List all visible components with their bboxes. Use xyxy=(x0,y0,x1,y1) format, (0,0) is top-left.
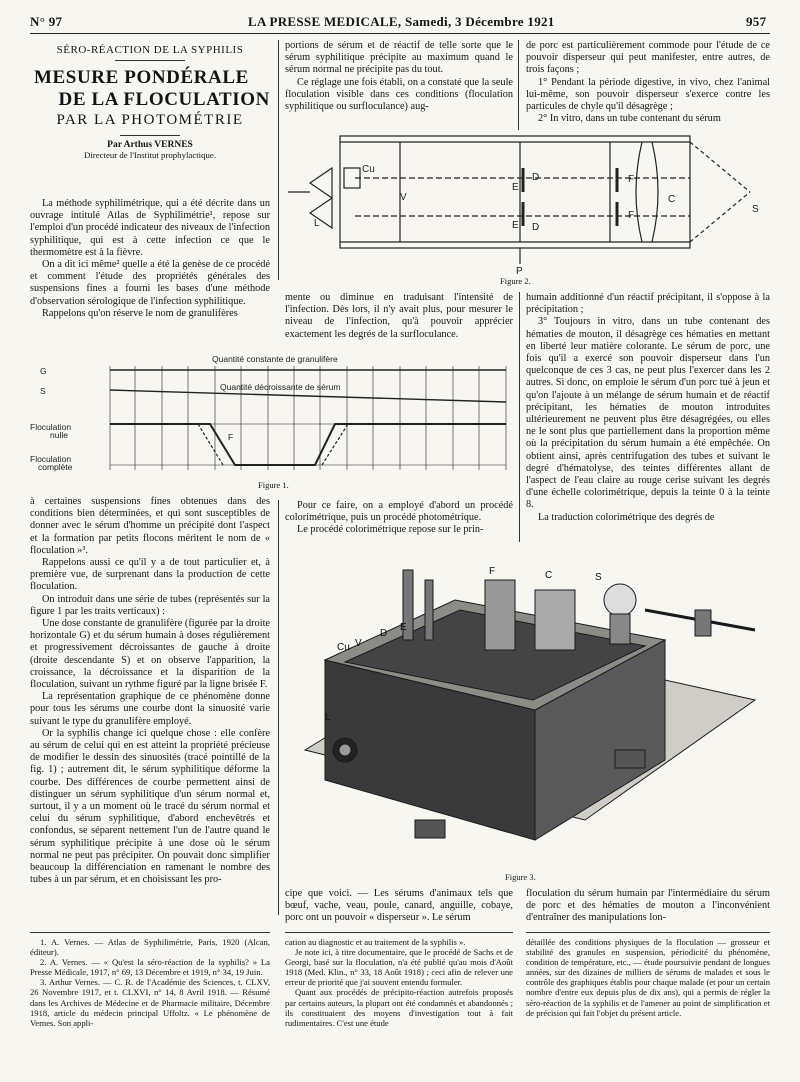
article-heading xyxy=(30,44,270,160)
light-ray xyxy=(690,142,750,192)
paragraph: à certaines suspensions fines obtenues dans des conditions bien déterminées, et qui sont susceptibles de donner avec le sérum d'homme un précipité dont l'aspect et la formation par petits flocons méritent le nom de « floculation »³. xyxy=(30,496,270,556)
fig1-text-s: Quantité décroissante de sérum xyxy=(220,382,341,392)
footnotes-col1 xyxy=(30,937,270,1028)
fig1-complete-1: Floculation xyxy=(30,454,72,464)
paragraph: humain additionné d'un réactif précipitant, il s'oppose à la précipitation ; xyxy=(526,292,770,316)
fig2-label: D xyxy=(532,172,540,183)
col3-bottom-text xyxy=(526,888,770,925)
clamp xyxy=(695,610,711,636)
paragraph: Rappelons qu'on réserve le nom de granulifères xyxy=(42,307,238,319)
article-subtitle: PAR LA PHOTOMÉTRIE xyxy=(56,112,244,128)
fig3-label: E xyxy=(400,622,407,633)
paragraph: floculation du sérum humain par l'intermédiaire du sérum de porc et des hématies de mouton a l'inconvénient d'entraîner des manipulations lon- xyxy=(526,888,770,924)
col2-top-text xyxy=(285,40,513,113)
subtitle-rule xyxy=(120,135,180,136)
footnote: Quant aux procédés de précipito-réaction autrefois proposés par certains auteurs, la plupart ont été condamnés et abandonnés ; ils constituaient des moyens d'investigation tout à fait rudimentaires. C'est une étude xyxy=(285,987,513,1028)
article-kicker: SÉRO-RÉACTION DE LA SYPHILIS xyxy=(56,44,244,56)
footnote-rule xyxy=(526,932,770,933)
col1-top-text xyxy=(30,198,270,320)
author: Par Arthus VERNES xyxy=(107,140,193,150)
fig2-label: Cu xyxy=(362,164,375,175)
paragraph: Le procédé colorimétrique repose sur le prin- xyxy=(297,524,484,536)
fig1-label-s: S xyxy=(40,386,46,396)
figure1-graph xyxy=(30,352,514,478)
fig3-label: D xyxy=(380,628,388,639)
lens xyxy=(652,142,658,242)
col2-mid-text xyxy=(285,292,513,341)
paragraph: Ce réglage une fois établi, on a constaté que la seule floculation visible dans ces conditions (floculation syphilitique ou surfloculance) aug- xyxy=(285,76,513,113)
fig2-label: E xyxy=(512,182,519,193)
curve-syphilitic xyxy=(198,424,223,465)
footnote: 3. Arthur Vernes. — C. R. de l'Académie des Sciences, t. CLXV, 26 Novembre 1917, et t. CLXVI, n° 14, 8 Avril 1918. — Résumé dans les Archives de Médecine et de Pharmacie militaire, Décembre 1918, article du médecin principal Uffoltz. « Le phénomène de Vernes. Son appli- xyxy=(30,977,270,1028)
figure2-diagram xyxy=(280,128,780,278)
col2-bottom-text xyxy=(285,888,513,925)
foot xyxy=(415,820,445,838)
fig2-label: L xyxy=(314,218,320,229)
paragraph: Or la syphilis change ici quelque chose : elle confère au sérum de celui qui en est atteint la propriété précieuse de modifier le dessin des sinuosités (tracé pointillé de la fig. 1) ; autrement dit, le sérum syphilitique déforme la courbe. Des différences de courbe permettent ainsi de distinguer un sérum syphilitique d'un sérum normal et, surtout, il y a un moment où le tracé du sérum normal et celui du sérum syphilitique, d'abord enchevêtrés et confondus, se séparent nettement l'un de l'autre quand le sérum syphilitique précipite à une dose où le sérum normal ne peut pas précipiter. On pouvait donc simplifier beaucoup la différenciation en ramenant le nombre des tubes à un par sérum, et en choisissant les pro- xyxy=(30,727,270,886)
fig2-label: C xyxy=(668,194,676,205)
fig1-nulle-2: nulle xyxy=(50,430,68,440)
paragraph: cipe que voici. — Les sérums d'animaux tels que bœuf, vache, veau, poule, canard, anguille, cobaye, porc ont un pouvoir « disperseur ». Le sérum xyxy=(285,888,513,924)
title-line-1: MESURE PONDÉRALE xyxy=(34,67,249,88)
fig1-complete-2: complète xyxy=(38,462,73,472)
affiliation: Directeur de l'Institut prophylactique. xyxy=(83,150,217,160)
fig2-label: D xyxy=(532,222,540,233)
plate xyxy=(535,590,575,650)
fig2-label: F xyxy=(628,174,635,185)
figure2-caption: Figure 2. xyxy=(500,276,531,286)
footnotes-col2 xyxy=(285,937,513,1028)
fig1-label-f: F xyxy=(228,432,234,442)
paragraph: Rappelons aussi ce qu'il y a de tout particulier et, à première vue, de surprenant dans la production de cette floculation. xyxy=(30,557,270,593)
journal-title: LA PRESSE MEDICALE, Samedi, 3 Décembre 1921 xyxy=(248,14,555,29)
kicker-rule xyxy=(115,60,185,61)
col2-low-text xyxy=(285,500,513,537)
rod xyxy=(425,580,433,640)
footnote-rule xyxy=(30,932,270,933)
column-rule xyxy=(518,40,519,130)
paragraph: On introduit dans une série de tubes (représentés sur la figure 1 par les traits verticaux) : xyxy=(30,593,270,617)
figure3-caption: Figure 3. xyxy=(505,872,536,882)
footnotes-col3 xyxy=(526,937,770,1018)
paragraph: mente ou diminue en traduisant l'intensité de l'infection. Dès lors, il n'y avait plus, pour mesurer le niveau de l'infection, qu'à pouvoir apprécier exactement les degrés de la surfloculance. xyxy=(285,292,513,340)
plate xyxy=(485,580,515,650)
fig2-label: V xyxy=(400,192,407,203)
curve-f xyxy=(110,424,506,465)
fig3-label: L xyxy=(325,712,331,723)
paragraph: Une dose constante de granulifère (figurée par la droite horizontale G) et du sérum humain à doses régulièrement et progressivement décroissantes de gauche à droite (droite descendante S) et on observe l'apparition, la croissance, la décroissance et la disparition de la floculation, suivant un rythme figuré par la ligne brisée F. xyxy=(30,618,270,691)
foot xyxy=(615,750,645,768)
column-rule xyxy=(519,292,520,542)
col3-top-text xyxy=(526,40,770,125)
footnote: cation au diagnostic et au traitement de la syphilis ». xyxy=(285,937,466,947)
issue-number: N° 97 xyxy=(30,14,63,29)
paragraph: Pour ce faire, on a employé d'abord un procédé colorimétrique, puis un procédé photométrique. xyxy=(285,500,513,524)
lamp xyxy=(604,584,636,616)
fig3-label: V xyxy=(355,638,362,649)
fig1-label-g: G xyxy=(40,366,47,376)
fig1-text-g: Quantité constante de granulifère xyxy=(212,354,338,364)
paragraph: 3° Toujours in vitro, dans un tube contenant des hématies de mouton, il désagrège ces hématies en mettant en liberté leur matière colorante. Le sérum de porc, une fois qu'il a exercé son pouvoir disperseur dans l'un quelconque de ces 3 cas, ne peut plus l'exercer dans les 2 autres. Si donc, on emploie le sérum d'un porc tué à jeun et qu'on l'ajoute à un mélange de sérum humain et de réactif précipitant, les hématies de mouton introduites ultérieurement ne peuvent plus être désagrégées, ou elles ne le sont plus que partiellement dans la proportion même où la précipitation du sérum humain a été empêchée. On obtient ainsi, après centrifugation des tubes et suivant le degré d'hématolyse, des teintes différentes allant de l'aspect de l'eau claire au rouge cerise suivant les degrés d'une échelle colorimétrique, depuis la teinte 0 à la teinte 8. xyxy=(526,316,770,511)
column-rule xyxy=(278,500,279,915)
footnote: Je note ici, à titre documentaire, que le procédé de Sachs et de Georgi, basé sur la floculation, n'a été publié qu'au mois d'Août 1918 (Med. Klin., n° 33, 18 Août 1918) ; ceci afin de relever une erreur de priorité que j'ai souvent entendu formuler. xyxy=(285,947,513,988)
paragraph: La traduction colorimétrique des degrés de xyxy=(538,511,715,523)
paragraph: 1° Pendant la période digestive, in vivo, chez l'animal lui-même, son pouvoir disperseur s'exerce contre les particules de chyle qu'il désagrège ; xyxy=(526,76,770,113)
lens xyxy=(636,142,642,242)
eyepiece-lens xyxy=(339,744,351,756)
fig3-label: C xyxy=(545,570,553,581)
fig2-label: F xyxy=(628,210,635,221)
header-rule xyxy=(30,33,770,34)
figure1-caption: Figure 1. xyxy=(258,480,289,490)
col1-low-text xyxy=(30,496,270,887)
fig1-nulle-1: Floculation xyxy=(30,422,72,432)
column-rule xyxy=(278,40,279,280)
fig2-label: P xyxy=(516,266,523,277)
footnote-rule xyxy=(285,932,513,933)
fig3-label: Cu xyxy=(337,642,350,653)
footnote: détaillée des conditions physiques de la floculation — grosseur et stabilité des granules en suspension, périodicité du phénomène, condition de température, etc., — étude poursuivie pendant de longues années, sur des dizaines de milliers de sérums de malades et sous le contrôle des graphiques établis pour chaque malade (et pour un certain nombre d'entre eux depuis plus de dix ans), qui a permis de régler la séro-réaction de la syphilis et de l'amener au point de simplification et de précision qui fait l'objet du présent article. xyxy=(526,937,770,1018)
paragraph: de porc est particulièrement commode pour l'étude de ce pouvoir disperseur qui peut manifester, entre autres, de trois façons ; xyxy=(526,40,770,76)
footnote: 1. A. Vernes. — Atlas de Syphilimétrie, Paris, 1920 (Alcan, éditeur). xyxy=(30,937,270,958)
fig2-label: E xyxy=(512,220,519,231)
light-ray xyxy=(690,192,750,242)
page-number: 957 xyxy=(746,14,767,29)
lamp-base xyxy=(610,614,630,644)
prism xyxy=(310,168,332,198)
footnote: 2. A. Vernes. — « Qu'est la séro-réaction de la syphilis? » La Presse Médicale, 1917, n° 69, 13 Décembre et 1919, n° 34, 19 Juin. xyxy=(30,957,270,978)
col3-mid-text xyxy=(526,292,770,524)
paragraph: La représentation graphique de ce phénomène donne pour tous les sérums une courbe dont la sinuosité varie suivant le type du granulifère employé. xyxy=(30,691,270,727)
fig3-label: S xyxy=(595,572,602,583)
paragraph: On a dit ici même² quelle a été la genèse de ce procédé et comment l'étude des propriétés générales des suspensions fines a fourni les bases d'une méthode d'observation sérologique de l'infection syphilitique. xyxy=(30,259,270,307)
paragraph: La méthode syphilimétrique, qui a été décrite dans un ouvrage intitulé Atlas de Syphilimétrie¹, repose sur l'emploi d'un procédé indicateur des niveaux de l'infection syphilitique, qui est à cette infection ce que le thermomètre est à la fièvre. xyxy=(30,198,270,258)
figure3-apparatus xyxy=(285,550,765,870)
fig2-label: S xyxy=(752,204,759,215)
paragraph: portions de sérum et de réactif de telle sorte que le sérum syphilitique précipite au maximum quand le sérum normal ne précipite pas du tout. xyxy=(285,40,513,76)
title-line-2: DE LA FLOCULATION xyxy=(58,89,270,110)
fig3-label: F xyxy=(489,566,496,577)
paragraph: 2° In vitro, dans un tube contenant du sérum xyxy=(538,113,721,125)
